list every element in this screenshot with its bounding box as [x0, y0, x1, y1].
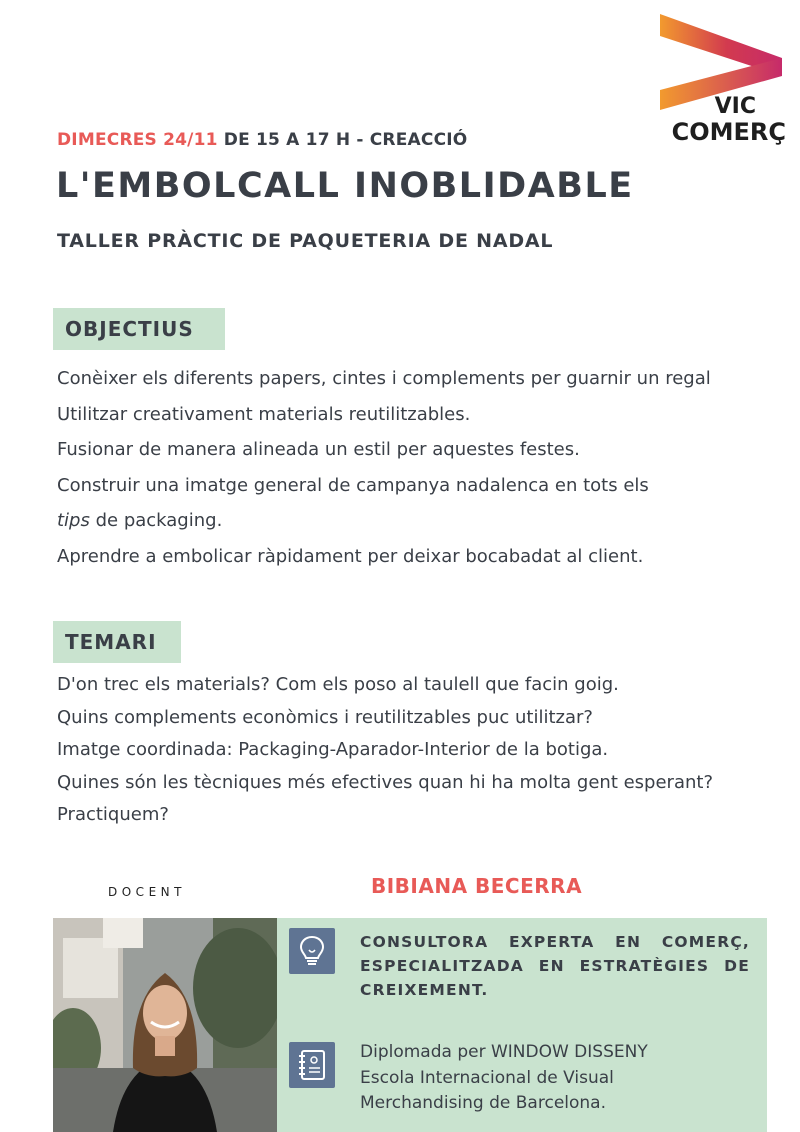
portrait-image — [53, 918, 277, 1132]
list-item: Quines són les tècniques més efectives quan hi ha molta gent esperant? — [57, 771, 714, 793]
logo-text-comerc: COMERÇ — [671, 118, 786, 146]
list-item — [57, 503, 711, 539]
italic-word: tips — [57, 510, 90, 531]
docent-photo — [53, 918, 277, 1132]
list-item: Practiquem? — [57, 804, 169, 825]
list-item: Quins complements econòmics i reutilitzables puc utilitzar? — [57, 706, 593, 728]
lightbulb-icon — [289, 928, 335, 974]
list-item: Fusionar de manera alineada un estil per aquestes festes. — [57, 439, 580, 460]
objectius-list — [57, 361, 711, 574]
docent-info-panel — [277, 918, 767, 1132]
diploma-line: Merchandising de Barcelona. — [360, 1093, 606, 1113]
docent-name: BIBIANA BECERRA — [371, 874, 583, 898]
temari-heading: TEMARI — [53, 621, 181, 663]
list-item: D'on trec els materials? Com els poso al taulell que facin goig. — [57, 674, 619, 695]
diploma-line: Diplomada per WINDOW DISSENY — [360, 1042, 648, 1062]
page-title: L'EMBOLCALL INOBLIDABLE — [56, 166, 634, 206]
objectius-heading: OBJECTIUS — [53, 308, 225, 350]
list-item: Aprendre a embolicar ràpidament per deixar bocabadat al client. — [57, 545, 644, 567]
logo-text-vic: VIC — [714, 94, 756, 119]
page-subtitle: TALLER PRÀCTIC DE PAQUETERIA DE NADAL — [57, 230, 554, 252]
docent-diploma — [360, 1040, 750, 1117]
event-date: DIMECRES 24/11 — [57, 130, 218, 150]
list-item: Imatge coordinada: Packaging-Aparador-Interior de la botiga. — [57, 739, 609, 760]
list-item: Conèixer els diferents papers, cintes i complements per guarnir un regal — [57, 368, 711, 389]
event-time-category: DE 15 A 17 H - CREACCIÓ — [223, 130, 468, 150]
temari-list — [57, 669, 713, 832]
docent-expertise: CONSULTORA EXPERTA EN COMERÇ, ESPECIALITZADA EN ESTRATÈGIES DE CREIXEMENT. — [360, 933, 750, 999]
list-item: Utilitzar creativament materials reutilitzables. — [57, 403, 471, 425]
list-item: Construir una imatge general de campanya nadalenca en tots els — [57, 474, 649, 496]
vic-comerc-logo — [660, 14, 786, 154]
event-date-line — [57, 130, 467, 150]
diploma-line: Escola Internacional de Visual — [360, 1067, 614, 1088]
list-item-rest: de packaging. — [89, 510, 223, 531]
docent-label: DOCENT — [108, 885, 186, 899]
notebook-icon — [289, 1042, 335, 1088]
